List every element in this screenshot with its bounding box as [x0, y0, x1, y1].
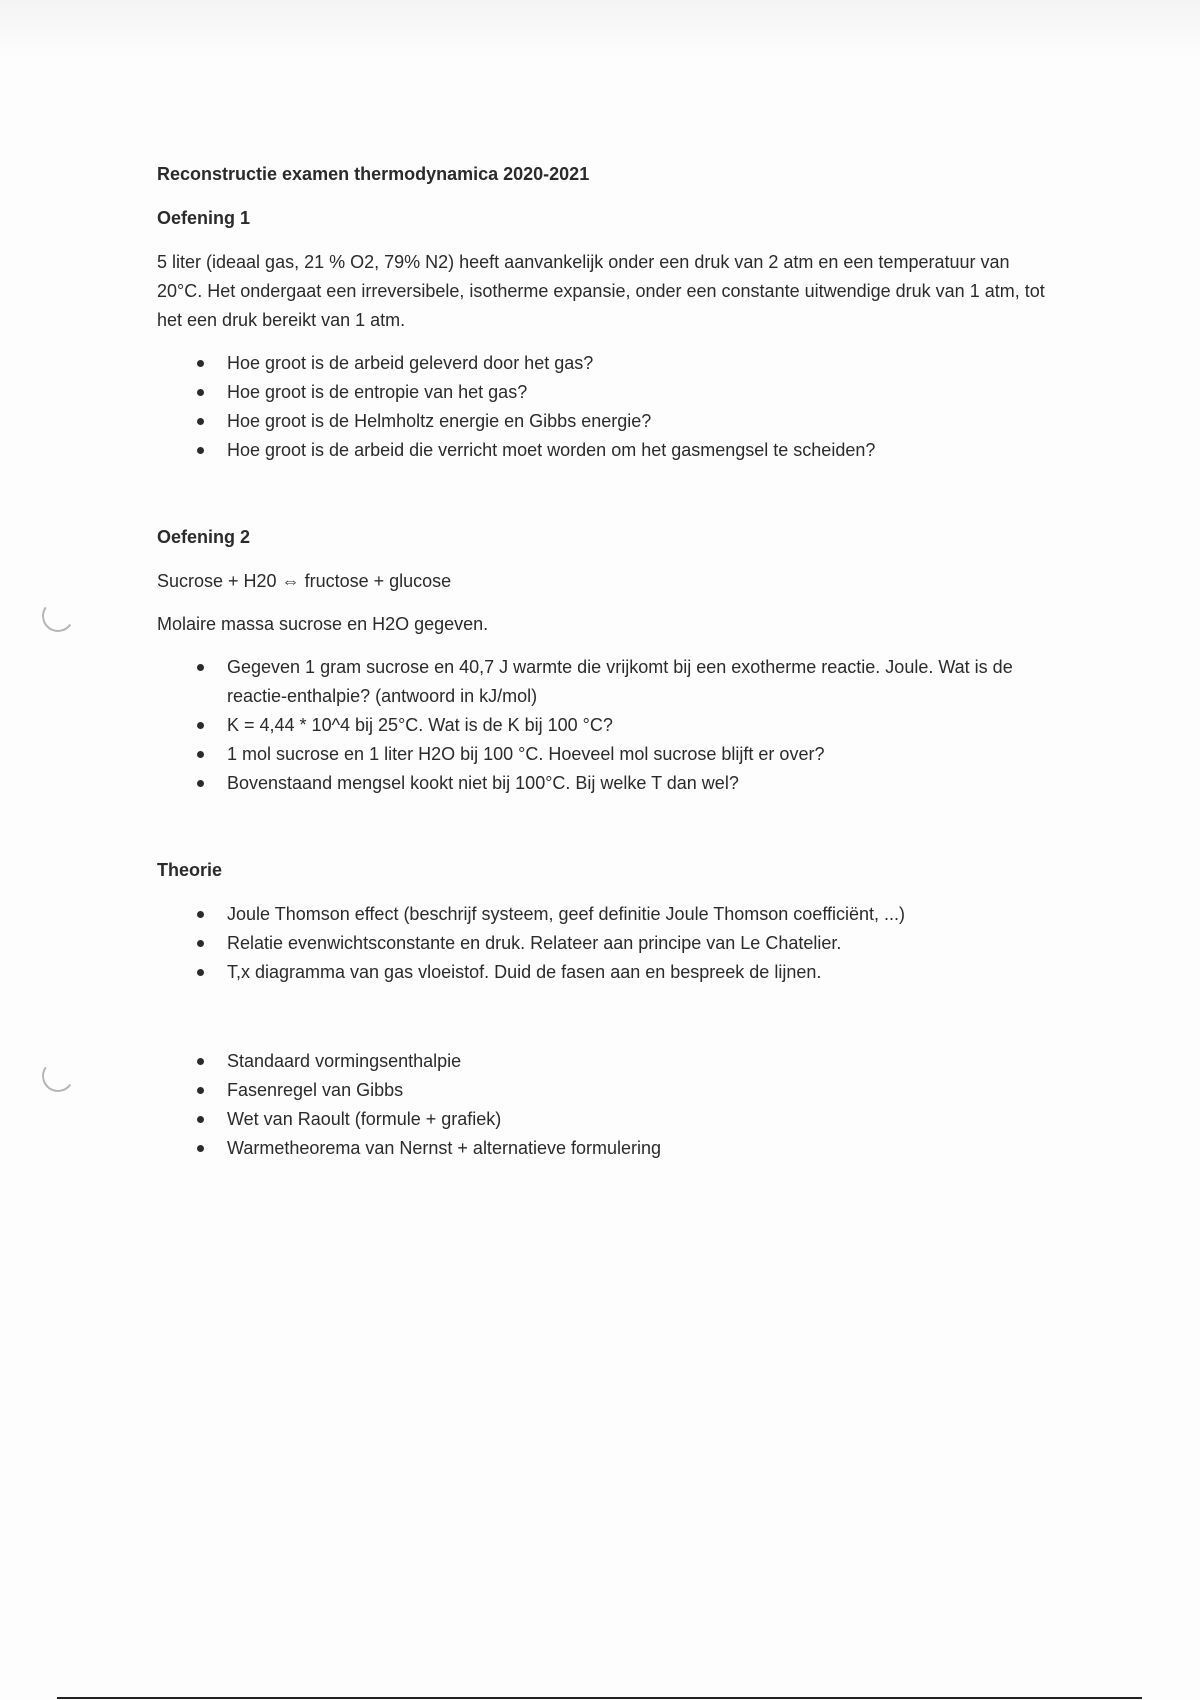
- list-item: Hoe groot is de arbeid die verricht moet worden om het gasmengsel te scheiden?: [197, 436, 1057, 465]
- oefening-1-intro: 5 liter (ideaal gas, 21 % O2, 79% N2) heeft aanvankelijk onder een druk van 2 atm en een temperatuur van 20°C. Het ondergaat een irreversibele, isotherme expansie, onder een constante uitwendige druk van 1 atm, tot het een druk bereikt van 1 atm.: [157, 252, 1045, 330]
- punch-hole-mark-bottom: [39, 1057, 76, 1094]
- list-item: Joule Thomson effect (beschrijf systeem, geef definitie Joule Thomson coefficiënt, ...): [197, 900, 1057, 929]
- list-item: 1 mol sucrose en 1 liter H2O bij 100 °C. Hoeveel mol sucrose blijft er over?: [197, 740, 1057, 769]
- scan-bottom-edge: [57, 1697, 1142, 1699]
- scan-shadow: [0, 0, 1200, 60]
- list-item: Gegeven 1 gram sucrose en 40,7 J warmte die vrijkomt bij een exotherme reactie. Joule. Wat is de reactie-enthalpie? (antwoord in kJ/mol): [197, 653, 1057, 711]
- theorie-list-a: [157, 900, 1057, 987]
- document-title: Reconstructie examen thermodynamica 2020-2021: [157, 164, 590, 184]
- oefening-1-heading: Oefening 1: [157, 208, 251, 228]
- oefening-2-questions: [157, 653, 1057, 798]
- list-item: Hoe groot is de arbeid geleverd door het gas?: [197, 349, 1057, 378]
- section-theorie: [157, 856, 1057, 1163]
- list-item: Bovenstaand mengsel kookt niet bij 100°C. Bij welke T dan wel?: [197, 769, 1057, 798]
- list-item: Warmetheorema van Nernst + alternatieve formulering: [197, 1134, 1057, 1163]
- section-oefening-1: [157, 204, 1057, 465]
- list-item: Hoe groot is de Helmholtz energie en Gibbs energie?: [197, 407, 1057, 436]
- oefening-2-reaction: Sucrose + H20 ⇔ fructose + glucose: [157, 571, 452, 591]
- list-item: T,x diagramma van gas vloeistof. Duid de fasen aan en bespreek de lijnen.: [197, 958, 1057, 987]
- list-item: Fasenregel van Gibbs: [197, 1076, 1057, 1105]
- list-item: Relatie evenwichtsconstante en druk. Relateer aan principe van Le Chatelier.: [197, 929, 1057, 958]
- list-item: Hoe groot is de entropie van het gas?: [197, 378, 1057, 407]
- document-body: [157, 160, 1057, 1163]
- oefening-1-questions: [157, 349, 1057, 465]
- theorie-list-b: [157, 1047, 1057, 1163]
- oefening-2-heading: Oefening 2: [157, 527, 251, 547]
- oefening-2-given: Molaire massa sucrose en H2O gegeven.: [157, 614, 489, 634]
- section-oefening-2: [157, 523, 1057, 798]
- list-item: K = 4,44 * 10^4 bij 25°C. Wat is de K bij 100 °C?: [197, 711, 1057, 740]
- list-item: Wet van Raoult (formule + grafiek): [197, 1105, 1057, 1134]
- punch-hole-mark-top: [39, 597, 76, 634]
- theorie-heading: Theorie: [157, 860, 223, 880]
- list-item: Standaard vormingsenthalpie: [197, 1047, 1057, 1076]
